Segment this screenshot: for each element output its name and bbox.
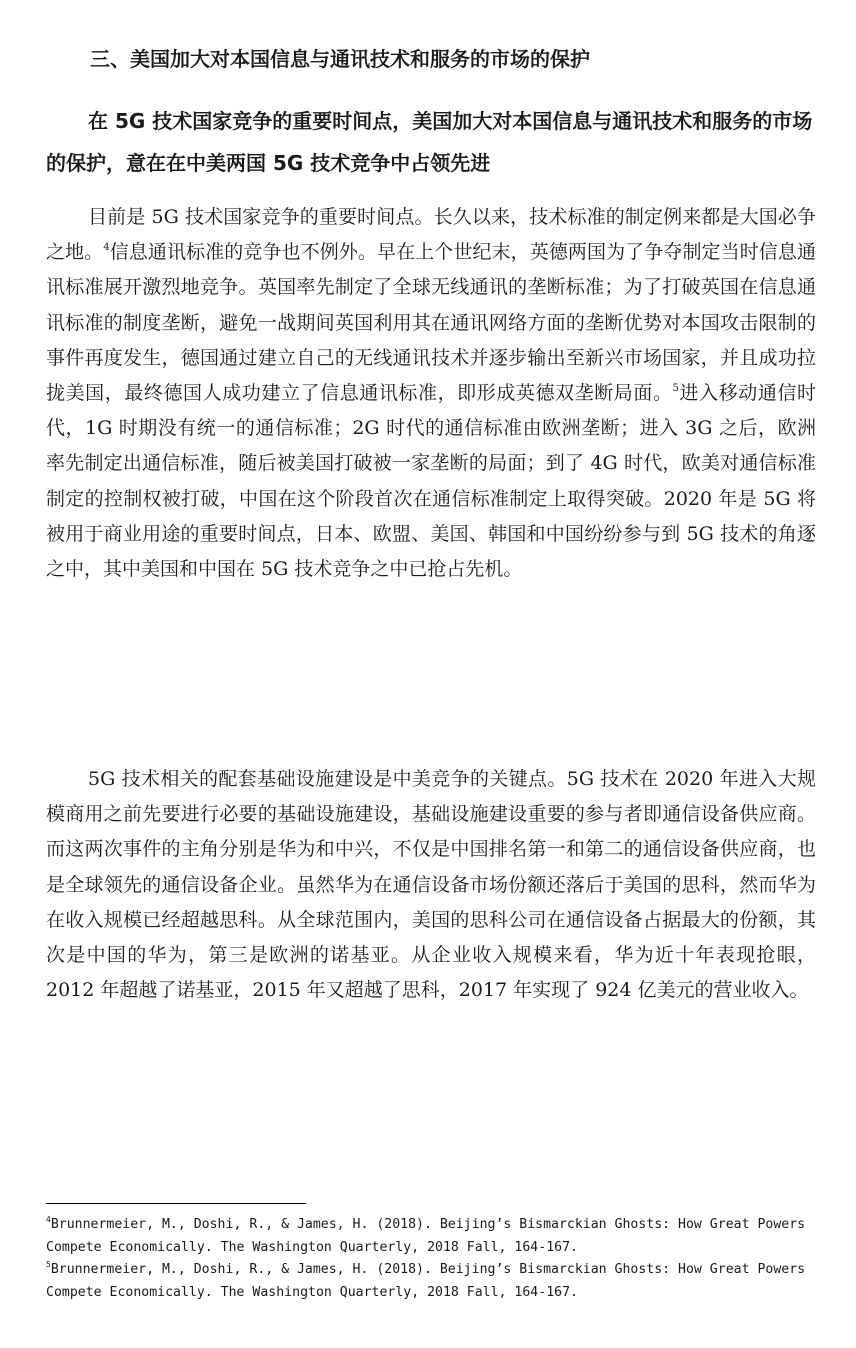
footnote-5 (46, 1259, 816, 1304)
footnote-marker: 4 (46, 1215, 51, 1224)
paragraph-1-text-c: 进入移动通信时代，1G 时期没有统一的通信标准；2G 时代的通信标准由欧洲垄断；进入 3G 之后，欧洲率先制定出通信标准，随后被美国打破被一家垄断的局面；到了 4G 时代，欧美对通信标准制定的控制权被打破，中国在这个阶段首次在通信标准制定上取得突破。2020 年是 5G 将被用于商业用途的重要时间点，日本、欧盟、美国、韩国和中国纷纷参与到 5G 技术的角逐之中，其中美国和中国在 5G 技术竞争之中已抢占先机。 (46, 382, 816, 581)
footnote-ref-4[interactable]: 4 (103, 242, 110, 254)
paragraph-1-text-a: 目前是 5G 技术国家竞争的重要时间点。长久以来，技术标准的制定例来都是大国必争之地。 (46, 206, 816, 264)
footnote-4 (46, 1214, 816, 1259)
footnote-divider (46, 1203, 306, 1204)
footnote-text: Brunnermeier, M., Doshi, R., & James, H. (2018). Beijing’s Bismarckian Ghosts: How Great Powers Compete Economically. The Washington Quarterly, 2018 Fall, 164-167. (46, 1262, 806, 1300)
footnote-text: Brunnermeier, M., Doshi, R., & James, H. (2018). Beijing’s Bismarckian Ghosts: How Great Powers Compete Economically. The Washington Quarterly, 2018 Fall, 164-167. (46, 1217, 806, 1255)
footnote-ref-5[interactable]: 5 (672, 383, 679, 395)
sub-heading: 在 5G 技术国家竞争的重要时间点，美国加大对本国信息与通讯技术和服务的市场的保护，意在在中美两国 5G 技术竞争中占领先进 (46, 109, 813, 175)
paragraph-2: 5G 技术相关的配套基础设施建设是中美竞争的关键点。5G 技术在 2020 年进入大规模商用之前先要进行必要的基础设施建设，基础设施建设重要的参与者即通信设备供应商。而这两次事件的主角分别是华为和中兴，不仅是中国排名第一和第二的通信设备供应商，也是全球领先的通信设备企业。虽然华为在通信设备市场份额还落后于美国的思科，然而华为在收入规模已经超越思科。从全球范围内，美国的思科公司在通信设备占据最大的份额，其次是中国的华为，第三是欧洲的诺基亚。从企业收入规模来看，华为近十年表现抢眼，2012 年超越了诺基亚，2015 年又超越了思科，2017 年实现了 924 亿美元的营业收入。 (46, 768, 816, 1002)
paragraph-1 (46, 200, 816, 587)
footnote-marker: 5 (46, 1260, 51, 1269)
footnotes (46, 1214, 816, 1304)
section-heading: 三、美国加大对本国信息与通讯技术和服务的市场的保护 (90, 47, 590, 71)
paragraph-1-text-b: 信息通讯标准的竞争也不例外。早在上个世纪末，英德两国为了争夺制定当时信息通讯标准展开激烈地竞争。英国率先制定了全球无线通讯的垄断标准；为了打破英国在信息通讯标准的制度垄断，避免一战期间英国利用其在通讯网络方面的垄断优势对本国攻击限制的事件再度发生，德国通过建立自己的无线通讯技术并逐步输出至新兴市场国家，并且成功拉拢美国，最终德国人成功建立了信息通讯标准，即形成英德双垄断局面。 (46, 241, 816, 405)
